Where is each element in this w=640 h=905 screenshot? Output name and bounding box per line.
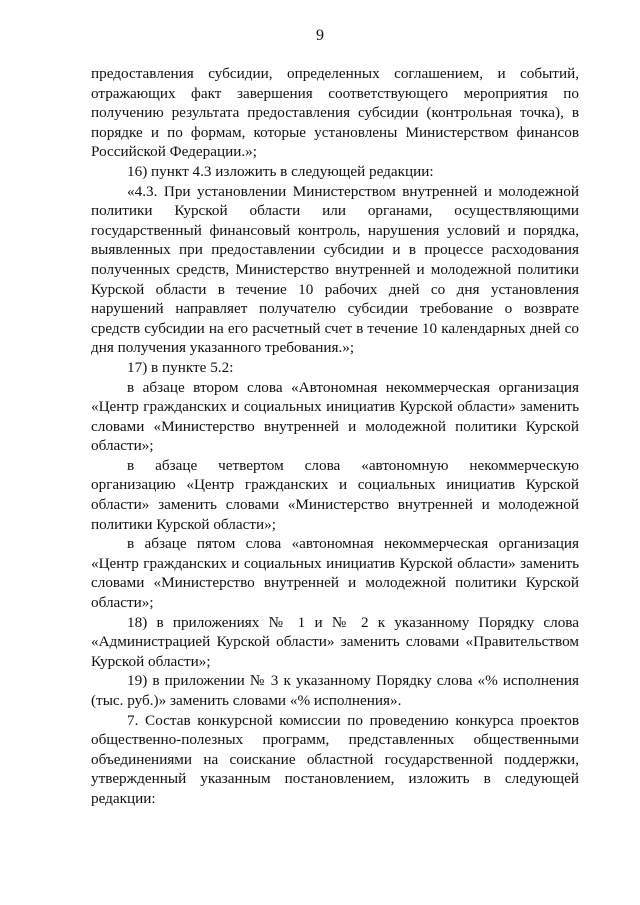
paragraph-item-16: 16) пункт 4.3 изложить в следующей редакции: [127,162,434,180]
paragraph-item-18: 18) в приложениях № 1 и № 2 к указанному Порядку слова «Администрацией Курской области» заменить словами «Правительством Курской области»; [91,613,579,670]
paragraph-abzac-2: в абзаце втором слова «Автономная некоммерческая организация «Центр гражданских и социальных инициатив Курской области» заменить словами «Министерство внутренней и молодежной политики Курской области»; [91,378,579,455]
paragraph-abzac-5: в абзаце пятом слова «автономная некоммерческая организация «Центр гражданских и социальных инициатив Курской области» заменить словами «Министерство внутренней и молодежной политики Курской области»; [91,535,579,612]
page-number: 9 [316,27,324,44]
paragraph-abzac-4: в абзаце четвертом слова «автономную некоммерческую организацию «Центр гражданских и социальных инициатив Курской области» заменить словами «Министерство внутренней и молодежной политики Курской области»; [91,456,579,533]
document-body [91,64,579,809]
paragraph-item-17: 17) в пункте 5.2: [127,358,234,376]
paragraph-clause-4-3: «4.3. При установлении Министерством внутренней и молодежной политики Курской области или органами, осуществляющими государственный финансовый контроль, нарушения условий и порядка, выявленных при предоставлении субсидии и в процессе расходования полученных средств, Министерство внутренней и молодежной политики Курской области в течение 10 рабочих дней со дня установления нарушений направляет получателю субсидии требование о возврате средств субсидии на его расчетный счет в течение 10 календарных дней со дня получения указанного требования.»; [91,182,579,357]
paragraph-section-7: 7. Состав конкурсной комиссии по проведению конкурса проектов общественно-полезных программ, представленных общественными объединениями на соискание областной государственной поддержки, утвержденный указанным постановлением, изложить в следующей редакции: [91,711,579,807]
paragraph-item-19: 19) в приложении № 3 к указанному Порядку слова «% исполнения (тыс. руб.)» заменить словами «% исполнения». [91,672,579,709]
paragraph-continuation: предоставления субсидии, определенных соглашением, и событий, отражающих факт завершения соответствующего мероприятия по получению результата предоставления субсидии (контрольная точка), в порядке и по формам, которые установлены Министерством финансов Российской Федерации.»; [91,65,579,161]
